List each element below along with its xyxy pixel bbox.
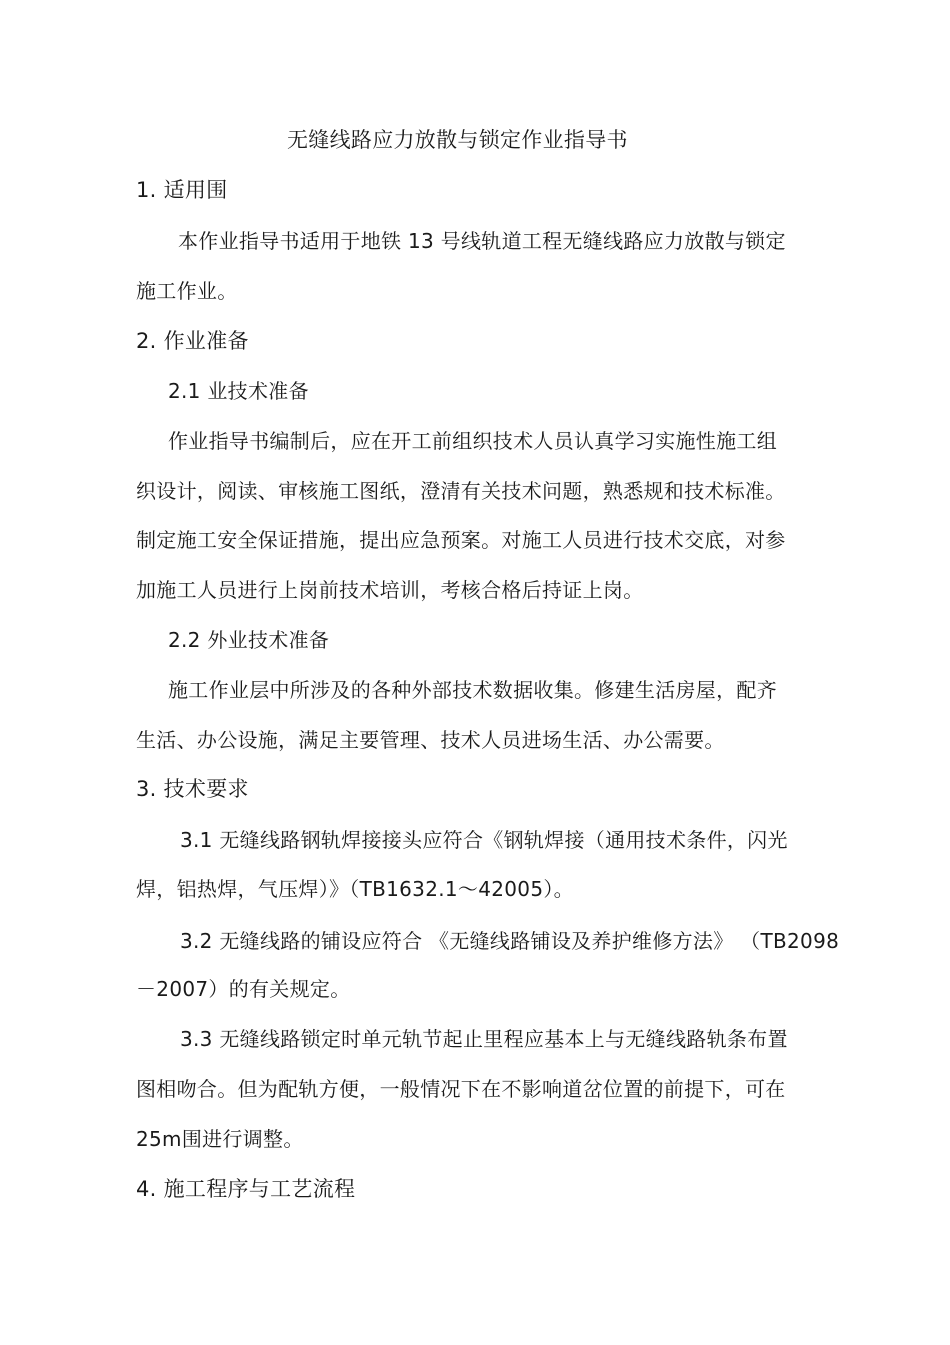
paragraph-line: 生活、办公设施，满足主要管理、技术人员进场生活、办公需要。 xyxy=(136,728,725,752)
paragraph-line: 图相吻合。但为配轨方便，一般情况下在不影响道岔位置的前提下，可在 xyxy=(136,1077,786,1101)
paragraph-line: 制定施工安全保证措施，提出应急预案。对施工人员进行技术交底，对参 xyxy=(136,528,786,552)
paragraph-line: 施工作业。 xyxy=(136,279,238,303)
paragraph-line: 作业指导书编制后，应在开工前组织技术人员认真学习实施性施工组 xyxy=(168,429,777,453)
paragraph-line: 加施工人员进行上岗前技术培训，考核合格后持证上岗。 xyxy=(136,578,644,602)
paragraph-line: 本作业指导书适用于地铁 13 号线轨道工程无缝线路应力放散与锁定 xyxy=(178,229,786,253)
section-heading-3: 3. 技术要求 xyxy=(136,777,249,801)
section-heading-2: 2. 作业准备 xyxy=(136,329,249,353)
paragraph-line: 施工作业层中所涉及的各种外部技术数据收集。修建生活房屋，配齐 xyxy=(168,678,777,702)
paragraph-line: 织设计，阅读、审核施工图纸，澄清有关技术问题，熟悉规和技术标准。 xyxy=(136,479,786,503)
paragraph-line: 3.3 无缝线路锁定时单元轨节起止里程应基本上与无缝线路轨条布置 xyxy=(180,1027,788,1051)
paragraph-line: 3.2 无缝线路的铺设应符合 《无缝线路铺设及养护维修方法》 （TB2098 xyxy=(180,929,840,953)
subsection-heading-2-2: 2.2 外业技术准备 xyxy=(168,628,330,652)
document-title: 无缝线路应力放散与锁定作业指导书 xyxy=(287,128,628,152)
subsection-heading-2-1: 2.1 业技术准备 xyxy=(168,379,309,403)
section-heading-1: 1. 适用围 xyxy=(136,178,228,202)
paragraph-line: 3.1 无缝线路钢轨焊接接头应符合《钢轨焊接（通用技术条件，闪光 xyxy=(180,828,788,852)
paragraph-line: 焊，铝热焊，气压焊）》（TB1632.1～42005）。 xyxy=(136,877,574,901)
section-heading-4: 4. 施工程序与工艺流程 xyxy=(136,1177,356,1201)
paragraph-line: －2007）的有关规定。 xyxy=(136,977,351,1001)
paragraph-line: 25m围进行调整。 xyxy=(136,1127,304,1151)
